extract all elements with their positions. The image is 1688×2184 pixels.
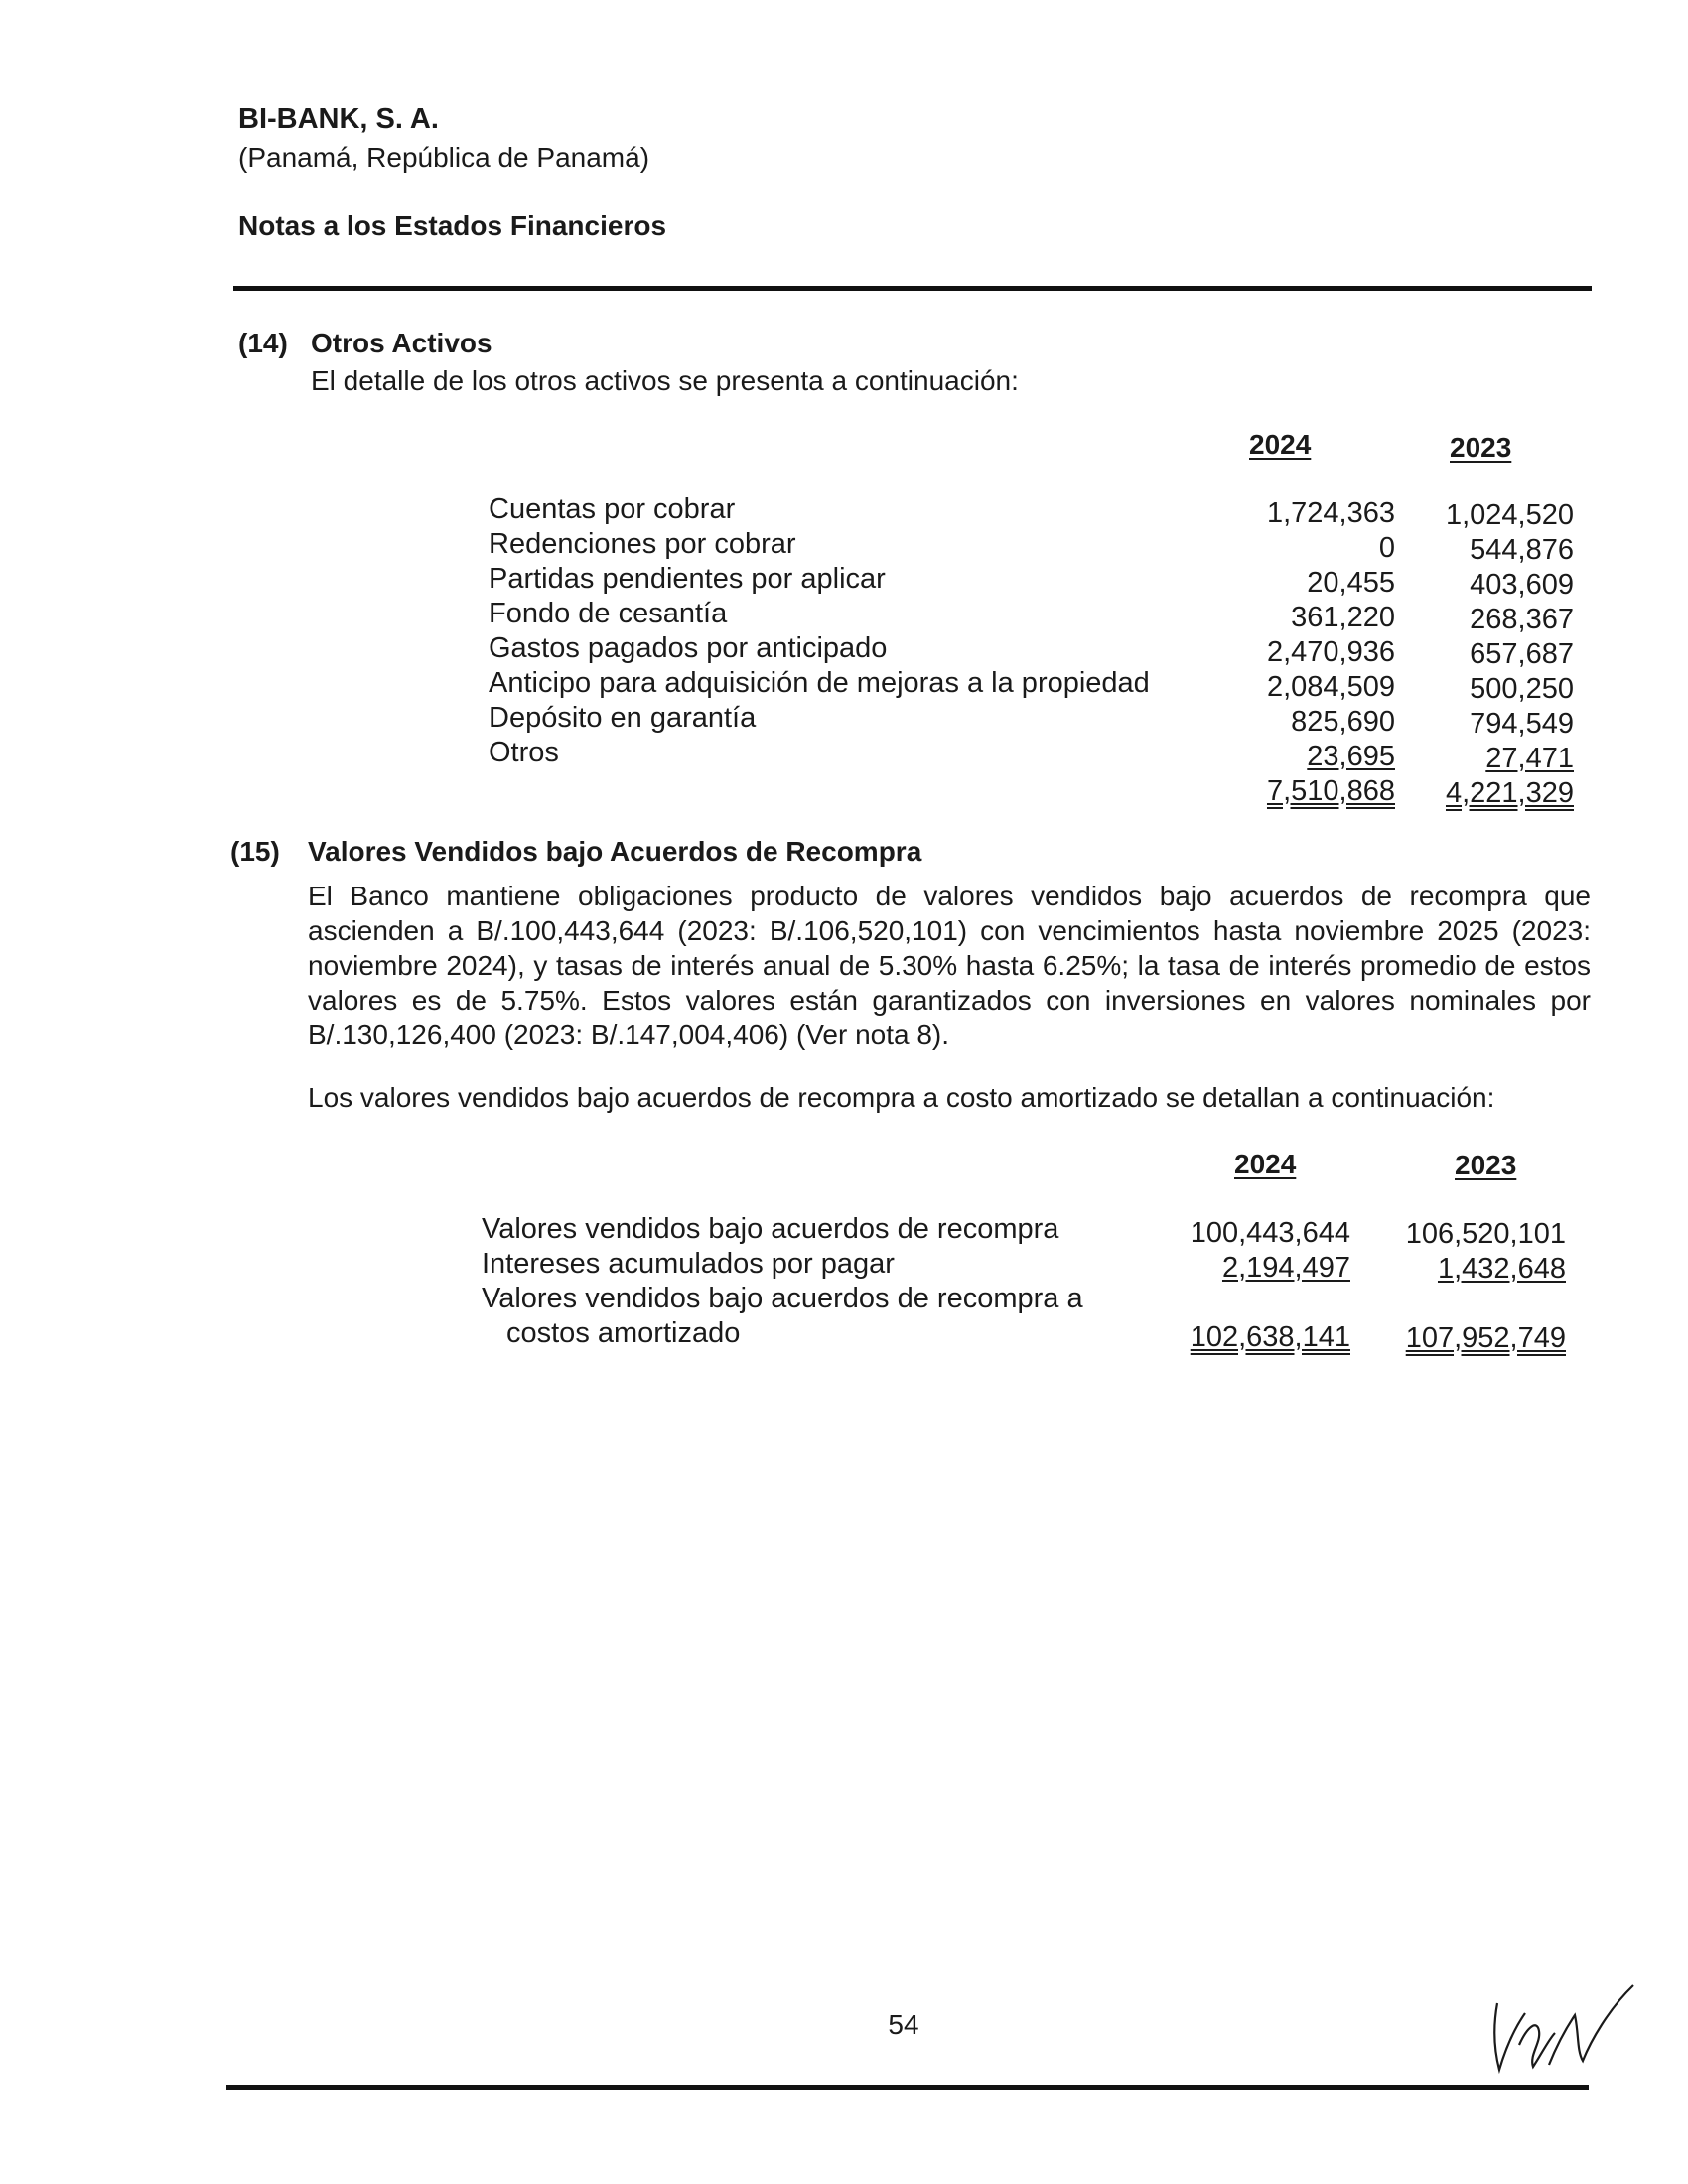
- note14-row-2024: 2,470,936: [1266, 636, 1395, 668]
- note14-number: (14): [238, 328, 288, 358]
- signature-initials: [1479, 1976, 1638, 2085]
- note15-year-2024: 2024: [1234, 1149, 1297, 1179]
- note15-total-label-cont: costos amortizado: [506, 1317, 741, 1349]
- note15-number: (15): [230, 836, 280, 867]
- note14-row-2023: 544,876: [1470, 534, 1574, 566]
- note14-row-2024: 1,724,363: [1266, 497, 1395, 529]
- note15-row-2023: 106,520,101: [1405, 1218, 1566, 1250]
- note15-row-2023: 1,432,648: [1437, 1253, 1566, 1285]
- note14-row-label: Fondo de cesantía: [489, 598, 728, 629]
- note14-row-label: Gastos pagados por anticipado: [489, 632, 888, 664]
- note14-row-label: Partidas pendientes por aplicar: [489, 563, 886, 595]
- page-number: 54: [888, 2009, 919, 2040]
- note14-row-label: Depósito en garantía: [489, 702, 757, 734]
- note15-total-2024: 102,638,141: [1190, 1321, 1350, 1353]
- note14-row-2023: 403,609: [1470, 569, 1574, 601]
- note14-row-2023: 268,367: [1470, 604, 1574, 635]
- note14-intro: El detalle de los otros activos se presenta a continuación:: [311, 365, 1019, 396]
- note14-row-2023: 1,024,520: [1445, 499, 1574, 531]
- header-divider: [233, 286, 1592, 291]
- note15-row-label: Valores vendidos bajo acuerdos de recompra: [482, 1213, 1059, 1245]
- note14-row-2024: 20,455: [1307, 567, 1395, 599]
- note15-total-2023: 107,952,749: [1405, 1322, 1566, 1354]
- company-location: (Panamá, República de Panamá): [238, 142, 650, 173]
- note14-row-2023: 794,549: [1470, 708, 1574, 740]
- note14-title: Otros Activos: [311, 328, 492, 358]
- note15-row-label: Intereses acumulados por pagar: [482, 1248, 895, 1280]
- note15-row-2024: 2,194,497: [1221, 1252, 1350, 1284]
- note15-title: Valores Vendidos bajo Acuerdos de Recompra: [308, 836, 922, 867]
- note14-row-label: Redenciones por cobrar: [489, 528, 796, 560]
- note14-row-2024: 23,695: [1307, 741, 1395, 772]
- note15-row-2024: 100,443,644: [1190, 1217, 1350, 1249]
- note14-row-2024: 361,220: [1291, 602, 1395, 633]
- note14-row-2023: 27,471: [1485, 743, 1574, 774]
- note14-row-2023: 500,250: [1470, 673, 1574, 705]
- note14-row-2024: 825,690: [1291, 706, 1395, 738]
- note15-total-label: Valores vendidos bajo acuerdos de recompra a: [482, 1283, 1083, 1314]
- note14-row-label: Anticipo para adquisición de mejoras a la propiedad: [489, 667, 1150, 699]
- note14-total-2024: 7,510,868: [1266, 775, 1395, 807]
- document-title: Notas a los Estados Financieros: [238, 210, 667, 241]
- note14-total-2023: 4,221,329: [1445, 777, 1574, 809]
- footer-divider: [226, 2085, 1589, 2090]
- note14-row-label: Otros: [489, 737, 559, 768]
- note14-row-label: Cuentas por cobrar: [489, 493, 736, 525]
- note14-year-2024: 2024: [1249, 429, 1312, 460]
- note14-row-2023: 657,687: [1470, 638, 1574, 670]
- note14-row-2024: 2,084,509: [1266, 671, 1395, 703]
- note15-year-2023: 2023: [1455, 1150, 1517, 1180]
- note15-paragraph: El Banco mantiene obligaciones producto de valores vendidos bajo acuerdos de recompra que ascienden a B/.100,443,644 (2023: B/.106,520,101) con vencimientos hasta noviembre 2025 (2023: noviembre 2024), y tasas de interés anual de 5.30% hasta 6.25%; la tasa de interés promedio de estos valores es de 5.75%. Estos valores están garantizados con inversiones en valores nominales por B/.130,126,400 (2023: B/.147,004,406) (Ver nota 8).: [308, 881, 1591, 1050]
- note14-year-2023: 2023: [1450, 432, 1512, 463]
- company-name: BI-BANK, S. A.: [238, 103, 439, 135]
- note15-intro: Los valores vendidos bajo acuerdos de recompra a costo amortizado se detallan a continuación:: [308, 1082, 1495, 1113]
- note14-row-2024: 0: [1378, 532, 1395, 564]
